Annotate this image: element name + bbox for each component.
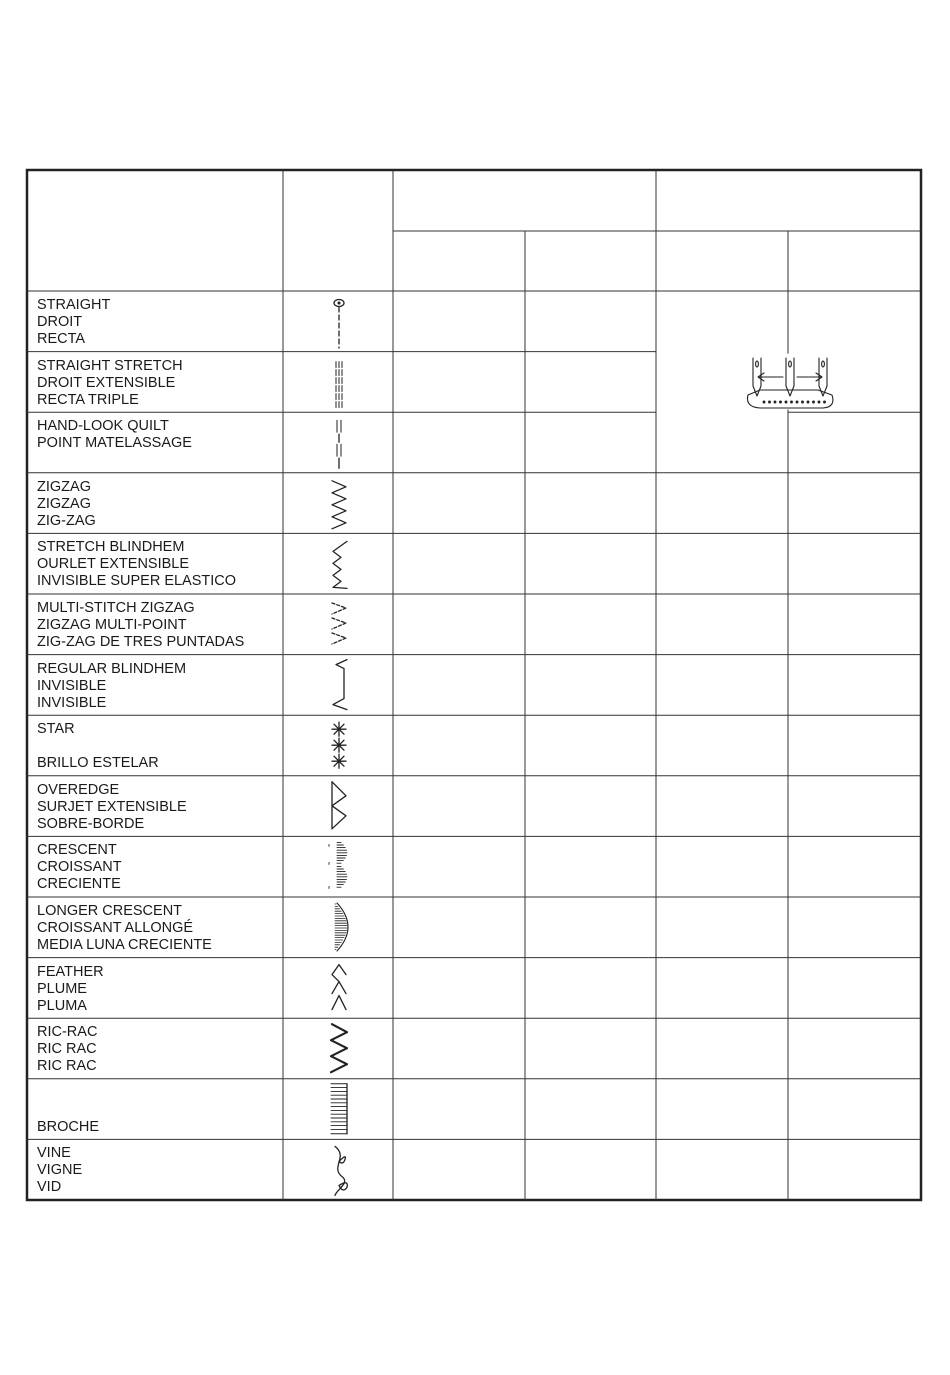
- star-stitch-icon: [332, 722, 346, 768]
- stitch-name-line: RECTA TRIPLE: [37, 391, 139, 408]
- hand-look-quilt-stitch-icon: [337, 420, 341, 468]
- stitch-name-line: [37, 1102, 99, 1119]
- zigzag-stitch-icon: [332, 481, 346, 529]
- stitch-name-line: RECTA: [37, 331, 86, 347]
- stitch-name-line: VINE: [37, 1145, 71, 1162]
- stitch-name-label: [37, 479, 96, 530]
- stitch-name-line: OVEREDGE: [37, 781, 120, 798]
- stitch-name-line: CRESCENT: [37, 842, 117, 859]
- overedge-stitch-icon: [332, 782, 346, 829]
- stitch-name-label: [37, 297, 110, 348]
- stitch-name-line: ZIGZAG: [37, 495, 91, 512]
- ric-rac-stitch-icon: [331, 1024, 347, 1072]
- stitch-name-label: [37, 1145, 82, 1196]
- stitch-name-label: [37, 1024, 97, 1075]
- stitch-name-line: INVISIBLE SUPER ELASTICO: [37, 573, 237, 590]
- stitch-name-line: LONGER CRESCENT: [37, 903, 183, 919]
- stitch-name-line: FEATHER: [37, 963, 104, 980]
- vine-stitch-icon: [335, 1146, 347, 1195]
- stitch-name-line: BROCHE: [37, 1118, 100, 1135]
- crescent-stitch-icon: [329, 842, 347, 888]
- stitch-name-line: CRECIENTE: [37, 876, 121, 893]
- stitch-name-label: [37, 782, 187, 833]
- stitch-name-line: OURLET EXTENSIBLE: [37, 556, 190, 573]
- stitch-name-line: MEDIA LUNA CRECIENTE: [37, 937, 212, 953]
- stitch-name-line: INVISIBLE: [37, 677, 107, 694]
- feather-stitch-icon: [332, 965, 346, 1010]
- stitch-name-line: SOBRE-BORDE: [37, 815, 145, 832]
- stitch-name-label: [37, 600, 244, 651]
- stitch-name-line: ZIGZAG MULTI-POINT: [37, 617, 187, 633]
- stitch-name-line: SURJET EXTENSIBLE: [37, 798, 187, 815]
- stitch-name-line: CROISSANT: [37, 859, 122, 876]
- stretch-blindhem-stitch-icon: [333, 541, 347, 588]
- stitch-name-label: [37, 661, 186, 712]
- stitch-name-line: ZIG-ZAG DE TRES PUNTADAS: [37, 634, 245, 650]
- stitch-name-line: STRAIGHT: [37, 297, 111, 313]
- stitch-name-line: RIC RAC: [37, 1041, 97, 1058]
- stitch-name-line: POINT MATELASSAGE: [37, 435, 192, 452]
- stitch-name-line: MULTI-STITCH ZIGZAG: [37, 600, 195, 616]
- stitch-name-line: BRILLO ESTELAR: [37, 755, 159, 772]
- stitch-name-line: PLUME: [37, 980, 87, 997]
- multi-stitch-zigzag-icon: [332, 603, 346, 644]
- stitch-name-line: RIC-RAC: [37, 1024, 98, 1041]
- stitch-name-line: VIGNE: [37, 1162, 83, 1179]
- stitch-name-line: HAND-LOOK QUILT: [37, 418, 169, 435]
- longer-crescent-stitch-icon: [335, 903, 348, 951]
- stitch-name-line: REGULAR BLINDHEM: [37, 660, 187, 677]
- stitch-name-label: [37, 903, 212, 954]
- stitch-name-label: [37, 358, 183, 409]
- stitch-name-line: [37, 452, 192, 469]
- straight-stretch-stitch-icon: [336, 362, 342, 410]
- stitch-name-label: [37, 539, 236, 590]
- stitch-name-line: ZIG-ZAG: [37, 512, 96, 529]
- stitch-name-line: VID: [37, 1179, 62, 1196]
- stitch-name-label: [37, 842, 122, 893]
- stitch-icons: [329, 300, 833, 1196]
- stitch-name-line: DROIT EXTENSIBLE: [37, 374, 176, 391]
- stitch-name-label: [37, 1085, 99, 1136]
- stitch-name-line: STRETCH BLINDHEM: [37, 539, 185, 556]
- stitch-name-label: [37, 721, 159, 772]
- stitch-name-line: [37, 1085, 99, 1102]
- stitch-name-line: CROISSANT ALLONGÉ: [37, 920, 194, 936]
- stitch-name-line: DROIT: [37, 314, 83, 330]
- broche-stitch-icon: [331, 1084, 347, 1134]
- stitch-name-line: RIC RAC: [37, 1058, 97, 1075]
- stitch-name-label: [37, 964, 104, 1015]
- stitch-name-line: ZIGZAG: [37, 478, 91, 495]
- stitch-name-line: PLUMA: [37, 997, 87, 1014]
- straight-stitch-icon: [334, 300, 344, 349]
- stitch-name-line: STAR: [37, 721, 75, 738]
- regular-blindhem-stitch-icon: [333, 660, 347, 710]
- stitch-name-line: STRAIGHT STRETCH: [37, 357, 183, 374]
- stitch-name-label: [37, 418, 192, 469]
- stitch-name-line: INVISIBLE: [37, 694, 107, 711]
- stitch-name-line: [37, 738, 159, 755]
